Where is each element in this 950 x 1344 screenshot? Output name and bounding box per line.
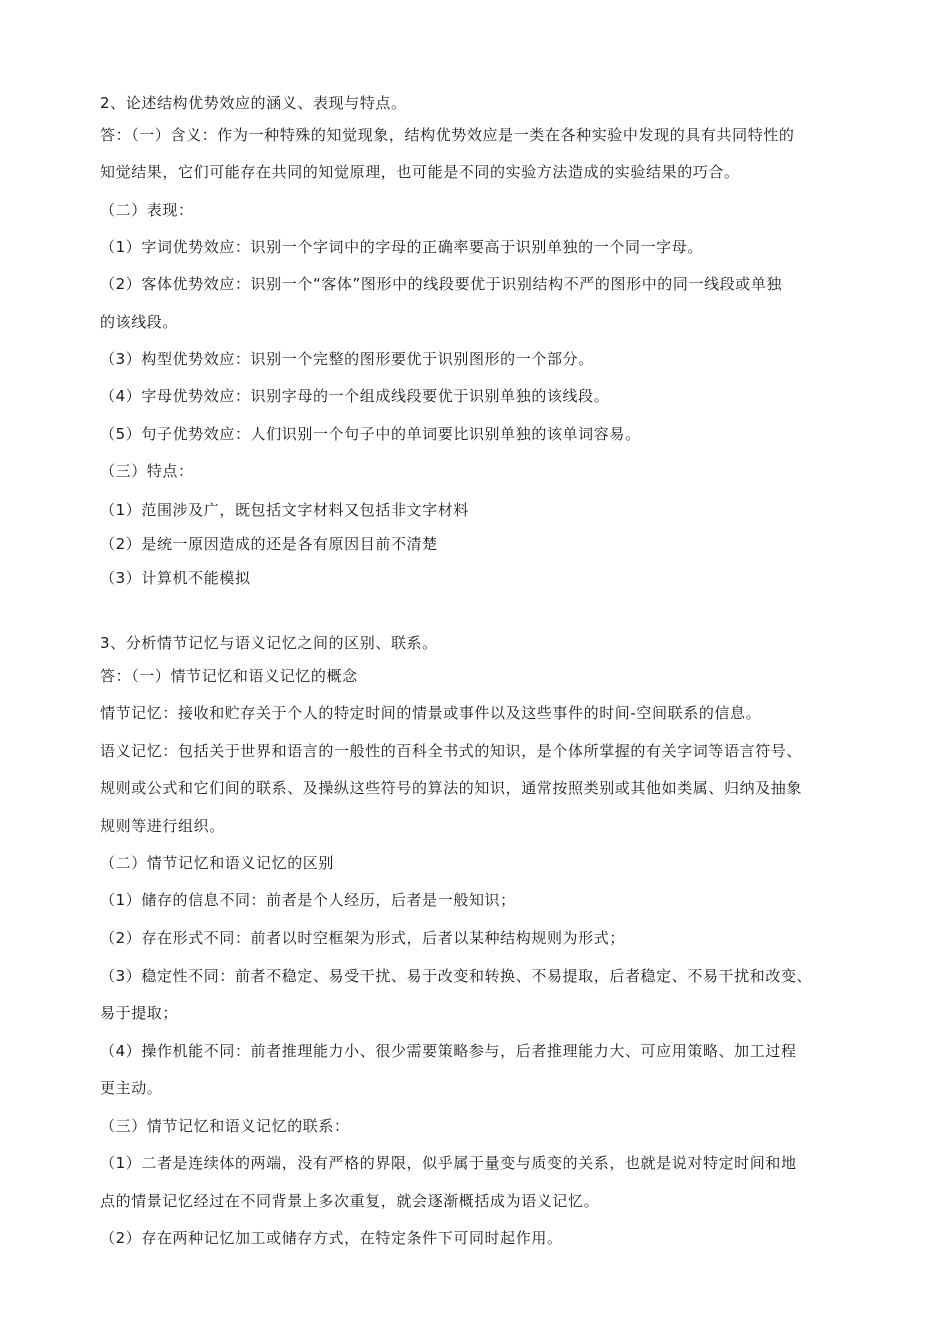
relation-heading: （三）情节记忆和语义记忆的联系： [100,1117,350,1135]
manifestation-1: （1）字词优势效应：识别一个字词中的字母的正确率要高于识别单独的一个同一字母。 [100,238,703,256]
feature-1: （1）范围涉及广，既包括文字材料又包括非文字材料 [100,501,469,519]
manifestation-4: （4）字母优势效应：识别字母的一个组成线段要优于识别单独的该线段。 [100,387,610,405]
relation-1-line-1: （1）二者是连续体的两端，没有严格的界限，似乎属于量变与质变的关系，也就是说对特定时间和地 [100,1154,797,1172]
manifestation-5: （5）句子优势效应：人们识别一个句子中的单词要比识别单独的该单词容易。 [100,425,641,443]
difference-3-line-2: 易于提取； [100,1004,179,1022]
manifestation-2-line-1: （2）客体优势效应：识别一个“客体”图形中的线段要优于识别结构不严的图形中的同一线段或单独 [100,275,783,293]
semantic-def-line-2: 规则或公式和它们间的联系、及操纵这些符号的算法的知识，通常按照类别或其他如类属、归纳及抽象 [100,779,803,797]
relation-1-line-2: 点的情景记忆经过在不同背景上多次重复，就会逐渐概括成为语义记忆。 [100,1192,600,1210]
difference-4-line-2: 更主动。 [100,1079,163,1097]
manifestation-3: （3）构型优势效应：识别一个完整的图形要优于识别图形的一个部分。 [100,350,594,368]
difference-4-line-1: （4）操作机能不同：前者推理能力小、很少需要策略参与，后者推理能力大、可应用策略、加工过程 [100,1042,797,1060]
relation-2: （2）存在两种记忆加工或储存方式，在特定条件下可同时起作用。 [100,1229,563,1247]
episodic-definition: 情节记忆：接收和贮存关于个人的特定时间的情景或事件以及这些事件的时间-空间联系的信息。 [100,704,762,722]
question-2: 2、论述结构优势效应的涵义、表现与特点。 [100,94,407,112]
answer-intro-line-1: 答：（一）含义：作为一种特殊的知觉现象，结构优势效应是一类在各种实验中发现的具有共同特性的 [100,126,795,144]
semantic-def-line-1: 语义记忆：包括关于世界和语言的一般性的百科全书式的知识，是个体所掌握的有关字词等语言符号、 [100,742,803,760]
question-3: 3、分析情节记忆与语义记忆之间的区别、联系。 [100,634,438,652]
difference-3-line-1: （3）稳定性不同：前者不稳定、易受干扰、易于改变和转换、不易提取，后者稳定、不易干扰和改变、 [100,967,813,985]
heading-features: （三）特点： [100,462,194,480]
difference-2: （2）存在形式不同：前者以时空框架为形式，后者以某种结构规则为形式； [100,929,625,947]
manifestation-2-line-2: 的该线段。 [100,313,179,331]
answer-concept-heading: 答：（一）情节记忆和语义记忆的概念 [100,667,358,685]
answer-intro-line-2: 知觉结果，它们可能存在共同的知觉原理，也可能是不同的实验方法造成的实验结果的巧合。 [100,163,740,181]
difference-1: （1）储存的信息不同：前者是个人经历，后者是一般知识； [100,891,516,909]
heading-manifestations: （二）表现： [100,201,194,219]
feature-2: （2）是统一原因造成的还是各有原因目前不清楚 [100,535,438,553]
difference-heading: （二）情节记忆和语义记忆的区别 [100,854,335,872]
feature-3: （3）计算机不能模拟 [100,569,251,587]
semantic-def-line-3: 规则等进行组织。 [100,817,225,835]
